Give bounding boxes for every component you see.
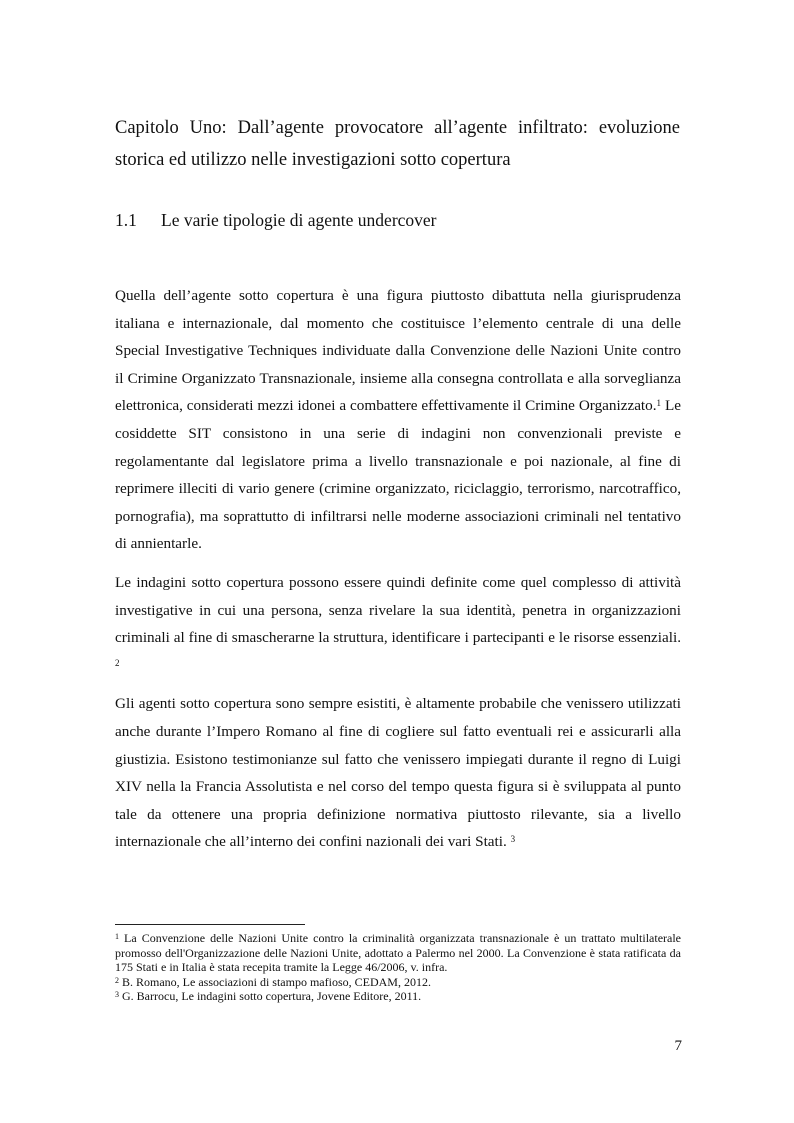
paragraph-3-text: Gli agenti sotto copertura sono sempre esistiti, è altamente probabile che venissero utilizzati anche durante l’Impero Romano al fine di cogliere sul fatto eventuali rei e assicurarli alla giustizia. Esistono testimonianze sul fatto che venissero impiegati durante il regno di Luigi XIV nella la Francia Assolutista e nel corso del tempo questa figura si è sviluppata al punto tale da ottenere una propria definizione normativa piuttosto rilevante, sia a livello internazionale che all’interno dei confini nazionali dei vari Stati. — [115, 695, 681, 851]
paragraph-1-text-a: Quella dell’agente sotto copertura è una figura piuttosto dibattuta nella giurisprudenza italiana e internazionale, dal momento che costituisce l’elemento centrale di una delle Special Investigative Techniques individuate dalla Convenzione delle Nazioni Unite contro il Crimine Organizzato Transnazionale, insieme alla consegna controllata e alla sorveglianza elettronica, considerati mezzi idonei a combattere effettivamente il Crimine Organizzato. — [115, 287, 681, 415]
footnote-3 — [115, 989, 681, 1004]
footnote-separator — [115, 924, 305, 925]
footnote-1 — [115, 931, 681, 975]
footnote-1-text: La Convenzione delle Nazioni Unite contro la criminalità organizzata transnazionale è un trattato multilaterale promosso dell'Organizzazione delle Nazioni Unite, adottato a Palermo nel 2000. La Convenzione è stata ratificata da 175 Stati e in Italia è stata recepita tramite la Legge 46/2006, v. infra. — [115, 931, 681, 974]
section-heading — [115, 208, 680, 232]
footnote-ref-2: 2 — [115, 657, 120, 668]
footnote-ref-1: 1 — [656, 398, 662, 409]
footnote-ref-3: 3 — [510, 834, 516, 845]
paragraph-2-text: Le indagini sotto copertura possono essere quindi definite come quel complesso di attività investigative in cui una persona, senza rivelare la sua identità, penetra in organizzazioni criminali al fine di smascherarne la struttura, identificare i partecipanti e le risorse essenziali. — [115, 573, 681, 647]
page-number: 7 — [674, 1038, 682, 1054]
body-text — [115, 282, 681, 867]
footnote-2-text: B. Romano, Le associazioni di stampo mafioso, CEDAM, 2012. — [119, 974, 431, 989]
paragraph-2 — [115, 569, 681, 679]
paragraph-1-text-b: Le cosiddette SIT consistono in una serie di indagini non convenzionali previste e regolamentante dal legislatore prima a livello transnazionale e poi nazionale, al fine di reprimere illeciti di vario genere (crimine organizzato, riciclaggio, terrorismo, narcotraffico, pornografia), ma soprattutto di infiltrarsi nelle moderne associazioni criminali nel tentativo di annientarle. — [115, 397, 681, 553]
footnote-2-number: 2 — [115, 975, 119, 985]
footnote-3-number: 3 — [115, 990, 119, 999]
paragraph-1 — [115, 282, 681, 558]
footnote-2 — [115, 975, 681, 990]
chapter-title: Capitolo Uno: Dall’agente provocatore all’agente infiltrato: evoluzione storica ed utilizzo nelle investigazioni sotto copertura — [115, 118, 680, 170]
footnote-3-text: G. Barrocu, Le indagini sotto copertura, Jovene Editore, 2011. — [119, 989, 422, 1003]
section-number: 1.1 — [115, 210, 137, 230]
section-title: Le varie tipologie di agente undercover — [161, 210, 437, 230]
footnotes — [115, 931, 681, 1004]
paragraph-3 — [115, 690, 681, 856]
footnote-1-number: 1 — [115, 932, 119, 941]
